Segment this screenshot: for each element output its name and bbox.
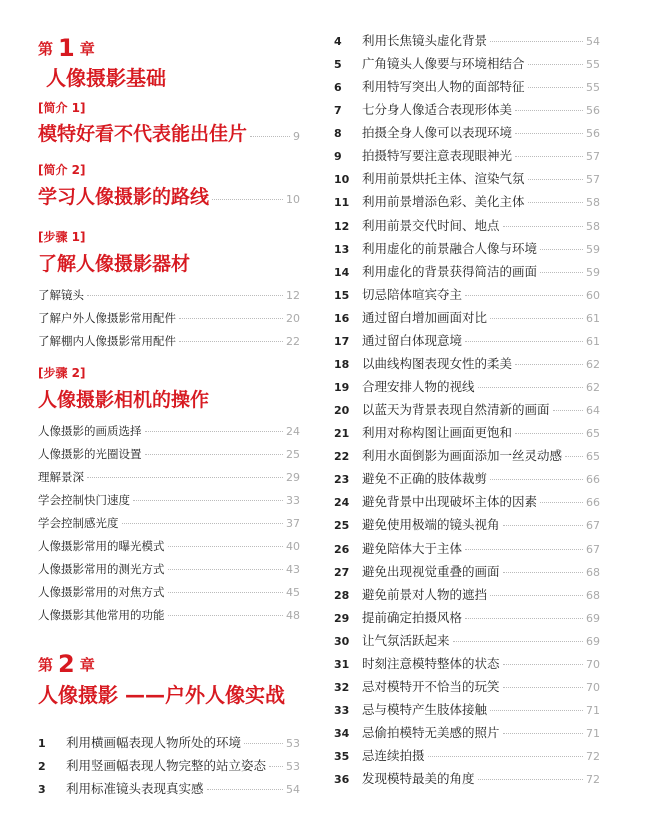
toc-entry-numbered[interactable] bbox=[334, 515, 600, 533]
leader-dots bbox=[428, 756, 583, 757]
leader-dots bbox=[244, 743, 283, 744]
toc-entry-numbered[interactable] bbox=[334, 285, 600, 303]
entry-number: 6 bbox=[334, 81, 342, 94]
entry-number: 23 bbox=[334, 473, 350, 486]
toc-entry-numbered[interactable] bbox=[334, 700, 600, 718]
entry-label: 通过留白体现意境 bbox=[362, 333, 463, 348]
toc-entry-numbered[interactable] bbox=[334, 723, 600, 741]
entry-label: 利用水面倒影为画面添加一丝灵动感 bbox=[362, 448, 563, 463]
entry-label: 避免背景中出现破坏主体的因素 bbox=[362, 494, 538, 509]
section-tag: [简介 1] bbox=[38, 101, 86, 115]
entry-label: 以蓝天为背景表现自然清新的画面 bbox=[362, 402, 550, 417]
page-number: 53 bbox=[286, 737, 300, 750]
entry-label: 通过留白增加画面对比 bbox=[362, 310, 488, 325]
entry-number: 33 bbox=[334, 704, 350, 717]
entry-label: 时刻注意模特整体的状态 bbox=[362, 656, 500, 671]
toc-entry-numbered[interactable] bbox=[334, 262, 600, 280]
entry-number: 19 bbox=[334, 381, 350, 394]
toc-entry[interactable] bbox=[38, 446, 300, 462]
leader-dots bbox=[465, 295, 583, 296]
page-number: 10 bbox=[286, 193, 300, 206]
page-number: 57 bbox=[586, 150, 600, 163]
leader-dots bbox=[207, 789, 283, 790]
entry-label: 利用前景交代时间、地点 bbox=[362, 218, 500, 233]
page-number: 67 bbox=[586, 519, 600, 532]
entry-label: 人像摄影其他常用的功能 bbox=[38, 608, 165, 622]
toc-entry-numbered[interactable] bbox=[334, 146, 600, 164]
leader-dots bbox=[515, 364, 583, 365]
entry-number: 27 bbox=[334, 566, 350, 579]
entry-label: 利用横画幅表现人物所处的环境 bbox=[66, 735, 242, 750]
toc-entry[interactable] bbox=[38, 492, 300, 508]
entry-number: 29 bbox=[334, 612, 350, 625]
page-number: 60 bbox=[586, 289, 600, 302]
entry-label: 人像摄影的画质选择 bbox=[38, 424, 142, 438]
toc-entry[interactable] bbox=[38, 515, 300, 531]
page-number: 62 bbox=[586, 358, 600, 371]
entry-label: 避免使用极端的镜头视角 bbox=[362, 517, 500, 532]
toc-entry[interactable] bbox=[38, 333, 300, 349]
entry-label: 利用标准镜头表现真实感 bbox=[66, 781, 204, 796]
leader-dots bbox=[490, 710, 583, 711]
chapter-number: 2 bbox=[58, 650, 75, 678]
entry-label: 了解户外人像摄影常用配件 bbox=[38, 311, 176, 325]
page-number: 40 bbox=[286, 540, 300, 553]
leader-dots bbox=[490, 41, 583, 42]
entry-number: 22 bbox=[334, 450, 350, 463]
page-number: 37 bbox=[286, 517, 300, 530]
entry-number: 15 bbox=[334, 289, 350, 302]
entry-label: 忌连续拍摄 bbox=[362, 748, 425, 763]
leader-dots bbox=[490, 479, 583, 480]
leader-dots bbox=[465, 341, 583, 342]
entry-number: 5 bbox=[334, 58, 342, 71]
entry-number: 32 bbox=[334, 681, 350, 694]
entry-label: 拍摄全身人像可以表现环境 bbox=[362, 125, 513, 140]
toc-entry[interactable] bbox=[38, 538, 300, 554]
page-number: 24 bbox=[286, 425, 300, 438]
entry-number: 2 bbox=[38, 760, 46, 773]
toc-entry-numbered[interactable] bbox=[334, 169, 600, 187]
page-number: 69 bbox=[586, 635, 600, 648]
entry-label: 了解棚内人像摄影常用配件 bbox=[38, 334, 176, 348]
page-number: 65 bbox=[586, 427, 600, 440]
entry-number: 18 bbox=[334, 358, 350, 371]
entry-label: 广角镜头人像要与环境相结合 bbox=[362, 56, 525, 71]
toc-entry-numbered[interactable] bbox=[334, 446, 600, 464]
entry-label: 学会控制感光度 bbox=[38, 516, 119, 530]
leader-dots bbox=[168, 546, 284, 547]
leader-dots bbox=[515, 110, 583, 111]
entry-number: 10 bbox=[334, 173, 350, 186]
page-number: 66 bbox=[586, 496, 600, 509]
entry-number: 21 bbox=[334, 427, 350, 440]
page-number: 56 bbox=[586, 104, 600, 117]
page-number: 67 bbox=[586, 543, 600, 556]
toc-entry-numbered[interactable] bbox=[334, 654, 600, 672]
entry-label: 忌偷拍模特无美感的照片 bbox=[362, 725, 500, 740]
entry-number: 11 bbox=[334, 196, 350, 209]
leader-dots bbox=[490, 318, 583, 319]
entry-number: 36 bbox=[334, 773, 350, 786]
toc-entry-numbered[interactable] bbox=[334, 539, 600, 557]
entry-label: 利用竖画幅表现人物完整的站立姿态 bbox=[66, 758, 267, 773]
section-tag: [步骤 2] bbox=[38, 366, 86, 380]
chapter-2-heading bbox=[38, 648, 300, 676]
entry-label: 以曲线构图表现女性的柔美 bbox=[362, 356, 513, 371]
leader-dots bbox=[122, 523, 284, 524]
toc-entry-numbered[interactable] bbox=[38, 779, 300, 797]
toc-entry-numbered[interactable] bbox=[334, 123, 600, 141]
leader-dots bbox=[553, 410, 583, 411]
toc-entry[interactable] bbox=[38, 423, 300, 439]
leader-dots bbox=[168, 615, 284, 616]
entry-label: 理解景深 bbox=[38, 470, 84, 484]
entry-label: 利用对称构图让画面更饱和 bbox=[362, 425, 513, 440]
toc-entry-numbered[interactable] bbox=[334, 216, 600, 234]
toc-entry-numbered[interactable] bbox=[334, 377, 600, 395]
chapter-number: 1 bbox=[58, 34, 75, 62]
page-number: 71 bbox=[586, 704, 600, 717]
entry-label: 人像摄影常用的测光方式 bbox=[38, 562, 165, 576]
page-number: 61 bbox=[586, 335, 600, 348]
entry-label: 利用虚化的背景获得简洁的画面 bbox=[362, 264, 538, 279]
leader-dots bbox=[503, 525, 583, 526]
entry-label: 提前确定拍摄风格 bbox=[362, 610, 463, 625]
entry-label: 人像摄影常用的对焦方式 bbox=[38, 585, 165, 599]
toc-entry-numbered[interactable] bbox=[334, 746, 600, 764]
toc-entry-numbered[interactable] bbox=[334, 31, 600, 49]
chapter-prefix: 第 bbox=[38, 40, 54, 58]
toc-entry[interactable] bbox=[38, 310, 300, 326]
entry-number: 4 bbox=[334, 35, 342, 48]
leader-dots bbox=[269, 766, 283, 767]
chapter-1-heading bbox=[38, 32, 300, 60]
page-number: 55 bbox=[586, 58, 600, 71]
entry-label: 利用长焦镜头虚化背景 bbox=[362, 33, 488, 48]
page-number: 29 bbox=[286, 471, 300, 484]
chapter-prefix: 第 bbox=[38, 656, 54, 674]
toc-entry-section[interactable] bbox=[38, 182, 300, 209]
page-number: 57 bbox=[586, 173, 600, 186]
toc-entry[interactable] bbox=[38, 287, 300, 303]
toc-entry-numbered[interactable] bbox=[334, 354, 600, 372]
section-title: 学习人像摄影的路线 bbox=[38, 186, 210, 208]
entry-number: 16 bbox=[334, 312, 350, 325]
leader-dots bbox=[565, 456, 583, 457]
section-title: 模特好看不代表能出佳片 bbox=[38, 123, 248, 145]
entry-label: 人像摄影常用的曝光模式 bbox=[38, 539, 165, 553]
toc-entry-numbered[interactable] bbox=[334, 77, 600, 95]
page-number: 70 bbox=[586, 658, 600, 671]
entry-number: 17 bbox=[334, 335, 350, 348]
entry-label: 合理安排人物的视线 bbox=[362, 379, 475, 394]
page-number: 9 bbox=[293, 130, 300, 143]
leader-dots bbox=[212, 199, 283, 200]
page-number: 43 bbox=[286, 563, 300, 576]
chapter-suffix: 章 bbox=[79, 40, 95, 58]
leader-dots bbox=[503, 687, 583, 688]
entry-number: 35 bbox=[334, 750, 350, 763]
leader-dots bbox=[250, 136, 290, 137]
entry-label: 避免出现视觉重叠的画面 bbox=[362, 564, 500, 579]
page-number: 54 bbox=[286, 783, 300, 796]
entry-label: 利用前景增添色彩、美化主体 bbox=[362, 194, 525, 209]
page-number: 45 bbox=[286, 586, 300, 599]
leader-dots bbox=[503, 733, 583, 734]
leader-dots bbox=[478, 387, 583, 388]
page-number: 12 bbox=[286, 289, 300, 302]
entry-number: 8 bbox=[334, 127, 342, 140]
entry-number: 7 bbox=[334, 104, 342, 117]
entry-label: 利用虚化的前景融合人像与环境 bbox=[362, 241, 538, 256]
toc-entry-numbered[interactable] bbox=[334, 308, 600, 326]
leader-dots bbox=[528, 87, 583, 88]
entry-label: 忌对模特开不恰当的玩笑 bbox=[362, 679, 500, 694]
leader-dots bbox=[168, 569, 284, 570]
leader-dots bbox=[145, 431, 284, 432]
toc-entry[interactable] bbox=[38, 584, 300, 600]
entry-label: 忌与模特产生肢体接触 bbox=[362, 702, 488, 717]
leader-dots bbox=[540, 272, 583, 273]
leader-dots bbox=[465, 549, 583, 550]
entry-label: 人像摄影的光圈设置 bbox=[38, 447, 142, 461]
leader-dots bbox=[145, 454, 284, 455]
page-number: 59 bbox=[586, 243, 600, 256]
entry-number: 14 bbox=[334, 266, 350, 279]
leader-dots bbox=[528, 202, 583, 203]
page-number: 58 bbox=[586, 196, 600, 209]
page-number: 25 bbox=[286, 448, 300, 461]
section-tag: [简介 2] bbox=[38, 163, 86, 177]
entry-number: 13 bbox=[334, 243, 350, 256]
entry-label: 避免不正确的肢体裁剪 bbox=[362, 471, 488, 486]
entry-number: 3 bbox=[38, 783, 46, 796]
entry-label: 让气氛活跃起来 bbox=[362, 633, 450, 648]
page-number: 70 bbox=[586, 681, 600, 694]
entry-label: 切忌陪体喧宾夺主 bbox=[362, 287, 463, 302]
page-number: 62 bbox=[586, 381, 600, 394]
entry-label: 利用前景烘托主体、渲染气氛 bbox=[362, 171, 525, 186]
entry-number: 12 bbox=[334, 220, 350, 233]
toc-entry-numbered[interactable] bbox=[334, 562, 600, 580]
toc-entry-numbered[interactable] bbox=[334, 400, 600, 418]
leader-dots bbox=[503, 664, 583, 665]
entry-label: 避免前景对人物的遮挡 bbox=[362, 587, 488, 602]
entry-number: 31 bbox=[334, 658, 350, 671]
page-number: 61 bbox=[586, 312, 600, 325]
toc-entry-numbered[interactable] bbox=[334, 192, 600, 210]
leader-dots bbox=[490, 595, 583, 596]
page-number: 59 bbox=[586, 266, 600, 279]
leader-dots bbox=[133, 500, 283, 501]
section-tag: [步骤 1] bbox=[38, 230, 86, 244]
leader-dots bbox=[528, 179, 583, 180]
leader-dots bbox=[179, 318, 283, 319]
toc-entry-numbered[interactable] bbox=[334, 100, 600, 118]
page-number: 55 bbox=[586, 81, 600, 94]
toc-entry-numbered[interactable] bbox=[334, 585, 600, 603]
entry-number: 30 bbox=[334, 635, 350, 648]
page-number: 54 bbox=[586, 35, 600, 48]
chapter-1-title: 人像摄影基础 bbox=[46, 66, 166, 90]
leader-dots bbox=[179, 341, 283, 342]
page-number: 33 bbox=[286, 494, 300, 507]
page-number: 65 bbox=[586, 450, 600, 463]
toc-entry-numbered[interactable] bbox=[334, 54, 600, 72]
toc-entry-numbered[interactable] bbox=[334, 423, 600, 441]
leader-dots bbox=[478, 779, 583, 780]
entry-number: 20 bbox=[334, 404, 350, 417]
page-number: 22 bbox=[286, 335, 300, 348]
entry-label: 发现模特最美的角度 bbox=[362, 771, 475, 786]
chapter-2-title: 人像摄影 ——户外人像实战 bbox=[38, 683, 285, 707]
toc-entry[interactable] bbox=[38, 607, 300, 623]
leader-dots bbox=[515, 156, 583, 157]
chapter-suffix: 章 bbox=[79, 656, 95, 674]
toc-entry-numbered[interactable] bbox=[38, 756, 300, 774]
leader-dots bbox=[465, 618, 583, 619]
toc-entry-numbered[interactable] bbox=[334, 331, 600, 349]
page-number: 20 bbox=[286, 312, 300, 325]
leader-dots bbox=[515, 133, 583, 134]
toc-entry[interactable] bbox=[38, 561, 300, 577]
entry-number: 25 bbox=[334, 519, 350, 532]
page-number: 68 bbox=[586, 566, 600, 579]
entry-label: 利用特写突出人物的面部特征 bbox=[362, 79, 525, 94]
page-number: 68 bbox=[586, 589, 600, 602]
page-number: 48 bbox=[286, 609, 300, 622]
leader-dots bbox=[503, 226, 583, 227]
leader-dots bbox=[87, 477, 283, 478]
leader-dots bbox=[453, 641, 583, 642]
leader-dots bbox=[528, 64, 583, 65]
toc-entry-numbered[interactable] bbox=[334, 769, 600, 787]
entry-label: 拍摄特写要注意表现眼神光 bbox=[362, 148, 513, 163]
entry-label: 学会控制快门速度 bbox=[38, 493, 130, 507]
entry-number: 1 bbox=[38, 737, 46, 750]
leader-dots bbox=[503, 572, 583, 573]
toc-entry-numbered[interactable] bbox=[334, 631, 600, 649]
entry-label: 七分身人像适合表现形体美 bbox=[362, 102, 513, 117]
leader-dots bbox=[540, 249, 583, 250]
leader-dots bbox=[87, 295, 283, 296]
entry-number: 34 bbox=[334, 727, 350, 740]
entry-number: 28 bbox=[334, 589, 350, 602]
page-number: 64 bbox=[586, 404, 600, 417]
entry-number: 9 bbox=[334, 150, 342, 163]
page-number: 53 bbox=[286, 760, 300, 773]
entry-label: 了解镜头 bbox=[38, 288, 84, 302]
leader-dots bbox=[540, 502, 583, 503]
toc-entry-numbered[interactable] bbox=[334, 677, 600, 695]
toc-entry-numbered[interactable] bbox=[38, 733, 300, 751]
toc-entry-section[interactable] bbox=[38, 119, 300, 146]
page-number: 58 bbox=[586, 220, 600, 233]
page-number: 71 bbox=[586, 727, 600, 740]
toc-entry-numbered[interactable] bbox=[334, 608, 600, 626]
section-title: 人像摄影相机的操作 bbox=[38, 389, 210, 411]
page-number: 56 bbox=[586, 127, 600, 140]
entry-number: 24 bbox=[334, 496, 350, 509]
page-number: 66 bbox=[586, 473, 600, 486]
leader-dots bbox=[168, 592, 284, 593]
entry-label: 避免陪体大于主体 bbox=[362, 541, 463, 556]
page-number: 69 bbox=[586, 612, 600, 625]
toc-entry-numbered[interactable] bbox=[334, 239, 600, 257]
toc-entry[interactable] bbox=[38, 469, 300, 485]
toc-entry-numbered[interactable] bbox=[334, 469, 600, 487]
page-number: 72 bbox=[586, 750, 600, 763]
section-title: 了解人像摄影器材 bbox=[38, 253, 191, 275]
entry-number: 26 bbox=[334, 543, 350, 556]
leader-dots bbox=[515, 433, 583, 434]
page-number: 72 bbox=[586, 773, 600, 786]
toc-entry-numbered[interactable] bbox=[334, 492, 600, 510]
